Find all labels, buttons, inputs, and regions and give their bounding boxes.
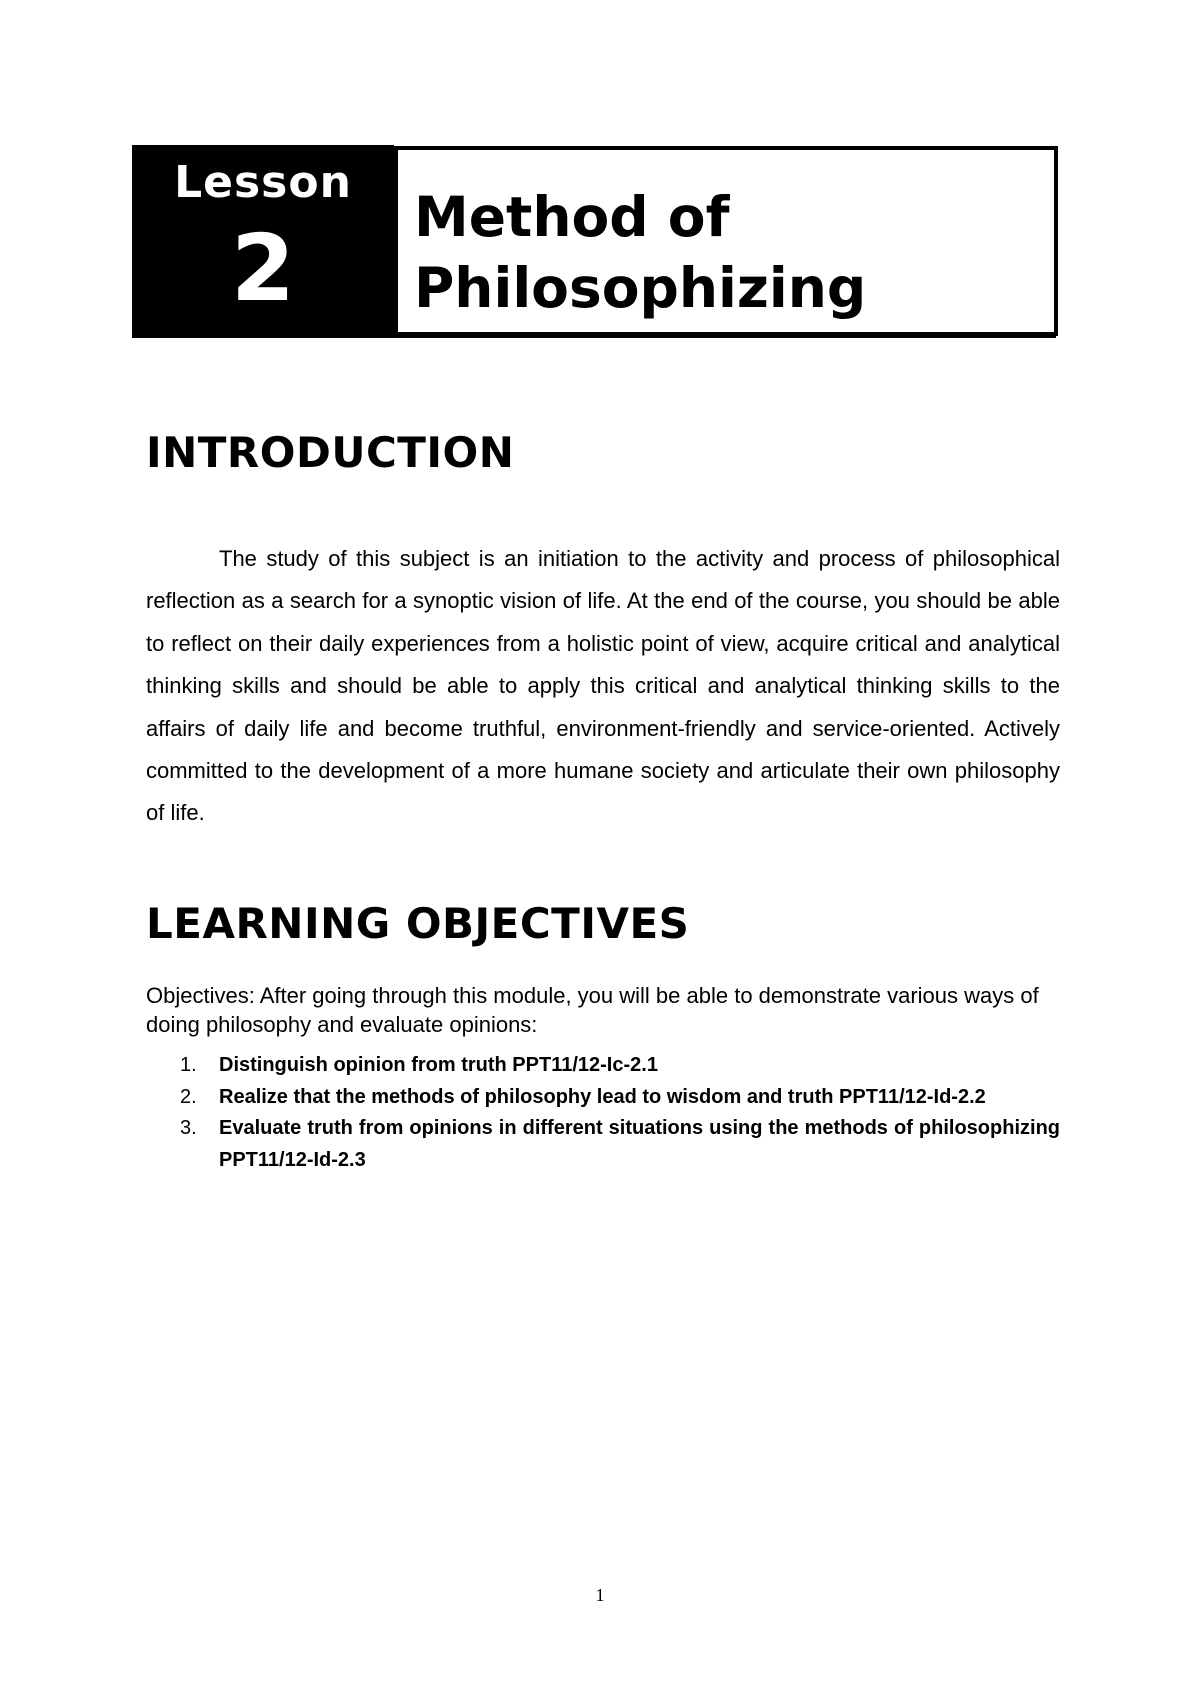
objective-item bbox=[146, 1082, 1060, 1114]
lesson-title-line-1: Method of bbox=[414, 185, 730, 249]
objective-text: Distinguish opinion from truth PPT11/12-Ic-2.1 bbox=[219, 1054, 658, 1076]
lesson-label-box bbox=[132, 145, 394, 338]
lesson-title-box bbox=[394, 146, 1058, 336]
lesson-word: Lesson bbox=[174, 157, 352, 208]
objective-number: 1. bbox=[180, 1054, 197, 1076]
objectives-list bbox=[146, 1050, 1060, 1176]
objective-item bbox=[146, 1113, 1060, 1176]
introduction-heading: INTRODUCTION bbox=[146, 428, 515, 477]
page-number: 1 bbox=[595, 1585, 605, 1605]
objective-number: 3. bbox=[180, 1117, 197, 1139]
objectives-lead-text: Objectives: After going through this module, you will be able to demonstrate various ways of doing philosophy and evaluate opinions: bbox=[146, 983, 1039, 1037]
learning-objectives-heading: LEARNING OBJECTIVES bbox=[146, 899, 690, 948]
introduction-paragraph: The study of this subject is an initiation to the activity and process of philosophical reflection as a search for a synoptic vision of life. At the end of the course, you should be able to reflect on their daily experiences from a holistic point of view, acquire critical and analytical thinking skills and should be able to apply this critical and analytical thinking skills to the affairs of daily life and become truthful, environment-friendly and service-oriented. Actively committed to the development of a more humane society and articulate their own philosophy of life. bbox=[146, 546, 1060, 826]
lesson-title-line-2: Philosophizing bbox=[414, 256, 867, 320]
lesson-title bbox=[414, 182, 866, 324]
objective-text: Realize that the methods of philosophy lead to wisdom and truth PPT11/12-Id-2.2 bbox=[219, 1085, 986, 1108]
objective-text: Evaluate truth from opinions in different situations using the methods of philosophizing PPT11/12-Id-2.3 bbox=[219, 1117, 1060, 1171]
objective-number: 2. bbox=[180, 1085, 197, 1108]
lesson-number: 2 bbox=[230, 215, 295, 322]
objective-item bbox=[146, 1050, 1060, 1082]
